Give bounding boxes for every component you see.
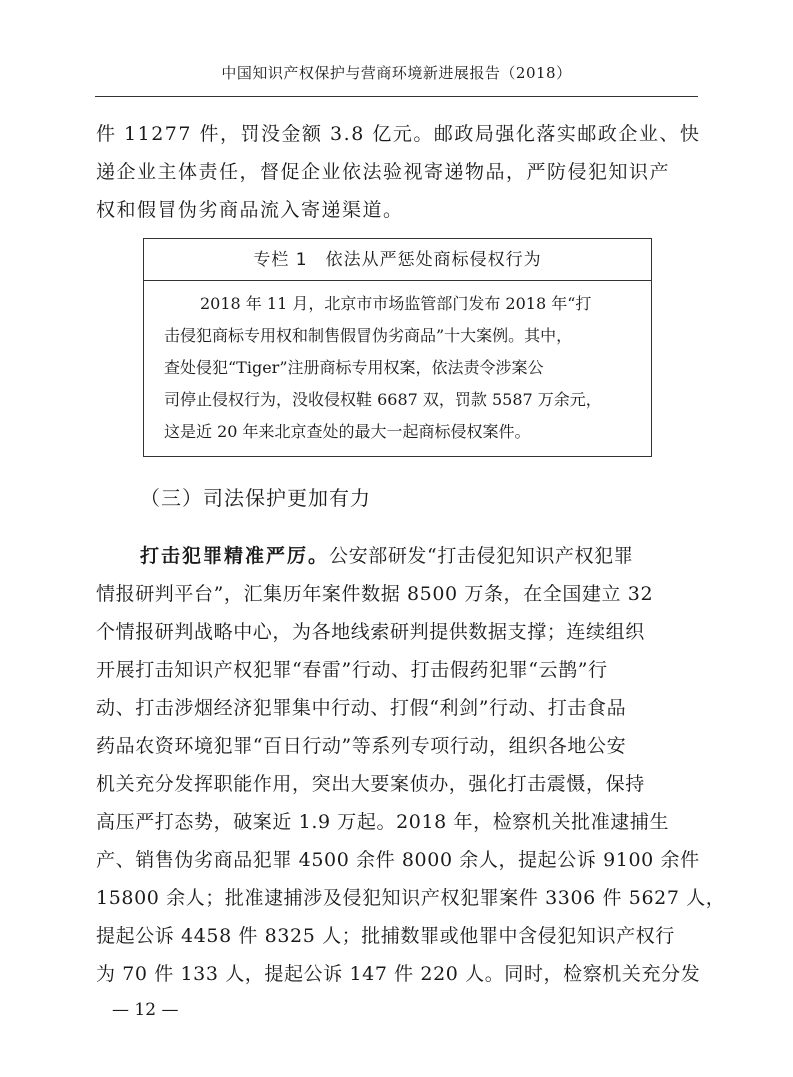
feature-box-line-5: 这是近 20 年来北京查处的最大一起商标侵权案件。 [164,422,531,441]
body-line-1-text: 公安部研发“打击侵犯知识产权犯罪 [329,545,634,567]
paragraph-bold-lead: 打击犯罪精准严厉。 [140,545,330,567]
running-header: 中国知识产权保护与营商环境新进展报告（2018） [221,64,572,82]
body-line-12: 为 70 件 133 人，提起公诉 147 件 220 人。同时，检察机关充分发 [96,963,701,985]
page-number: — 12 — [112,1000,179,1020]
body-line-9: 产、销售伪劣商品犯罪 4500 余件 8000 余人，提起公诉 9100 余件 [96,849,700,871]
lead-line-3: 权和假冒伪劣商品流入寄递渠道。 [96,199,404,221]
body-line-6: 药品农资环境犯罪“百日行动”等系列专项行动，组织各地公安 [96,735,627,757]
body-line-8: 高压严打态势，破案近 1.9 万起。2018 年，检察机关批准逮捕生 [96,811,670,833]
lead-line-1: 件 11277 件，罚没金额 3.8 亿元。邮政局强化落实邮政企业、快 [96,123,701,145]
body-line-7: 机关充分发挥职能作用，突出大要案侦办，强化打击震慑，保持 [96,773,645,795]
feature-box-line-4: 司停止侵权行为，没收侵权鞋 6687 双，罚款 5587 万余元， [164,390,602,409]
feature-box [143,238,652,457]
body-line-3: 个情报研判战略中心，为各地线索研判提供数据支撑；连续组织 [96,621,645,643]
feature-box-line-1: 2018 年 11 月，北京市市场监管部门发布 2018 年“打 [200,294,592,313]
feature-box-line-2: 击侵犯商标专用权和制售假冒伪劣商品”十大案例。其中， [164,326,573,345]
body-line-10: 15800 余人；批准逮捕涉及侵犯知识产权犯罪案件 3306 件 5627 人， [96,887,726,909]
body-line-11: 提起公诉 4458 件 8325 人；批捕数罪或他罪中含侵犯知识产权行 [96,925,675,947]
body-line-4: 开展打击知识产权犯罪“春雷”行动、打击假药犯罪“云鹊”行 [96,659,608,681]
body-line-1 [140,543,633,569]
lead-line-2: 递企业主体责任，督促企业依法验视寄递物品，严防侵犯知识产 [96,161,671,183]
feature-box-title: 专栏 1 依法从严惩处商标侵权行为 [144,239,651,281]
body-line-5: 动、打击涉烟经济犯罪集中行动、打假“利剑”行动、打击食品 [96,697,627,719]
feature-box-line-3: 查处侵犯“Tiger”注册商标专用权案，依法责令涉案公 [164,358,544,377]
body-line-2: 情报研判平台”，汇集历年案件数据 8500 万条，在全国建立 32 [96,583,654,605]
section-heading: （三）司法保护更加有力 [140,486,371,510]
header-divider [95,96,698,97]
